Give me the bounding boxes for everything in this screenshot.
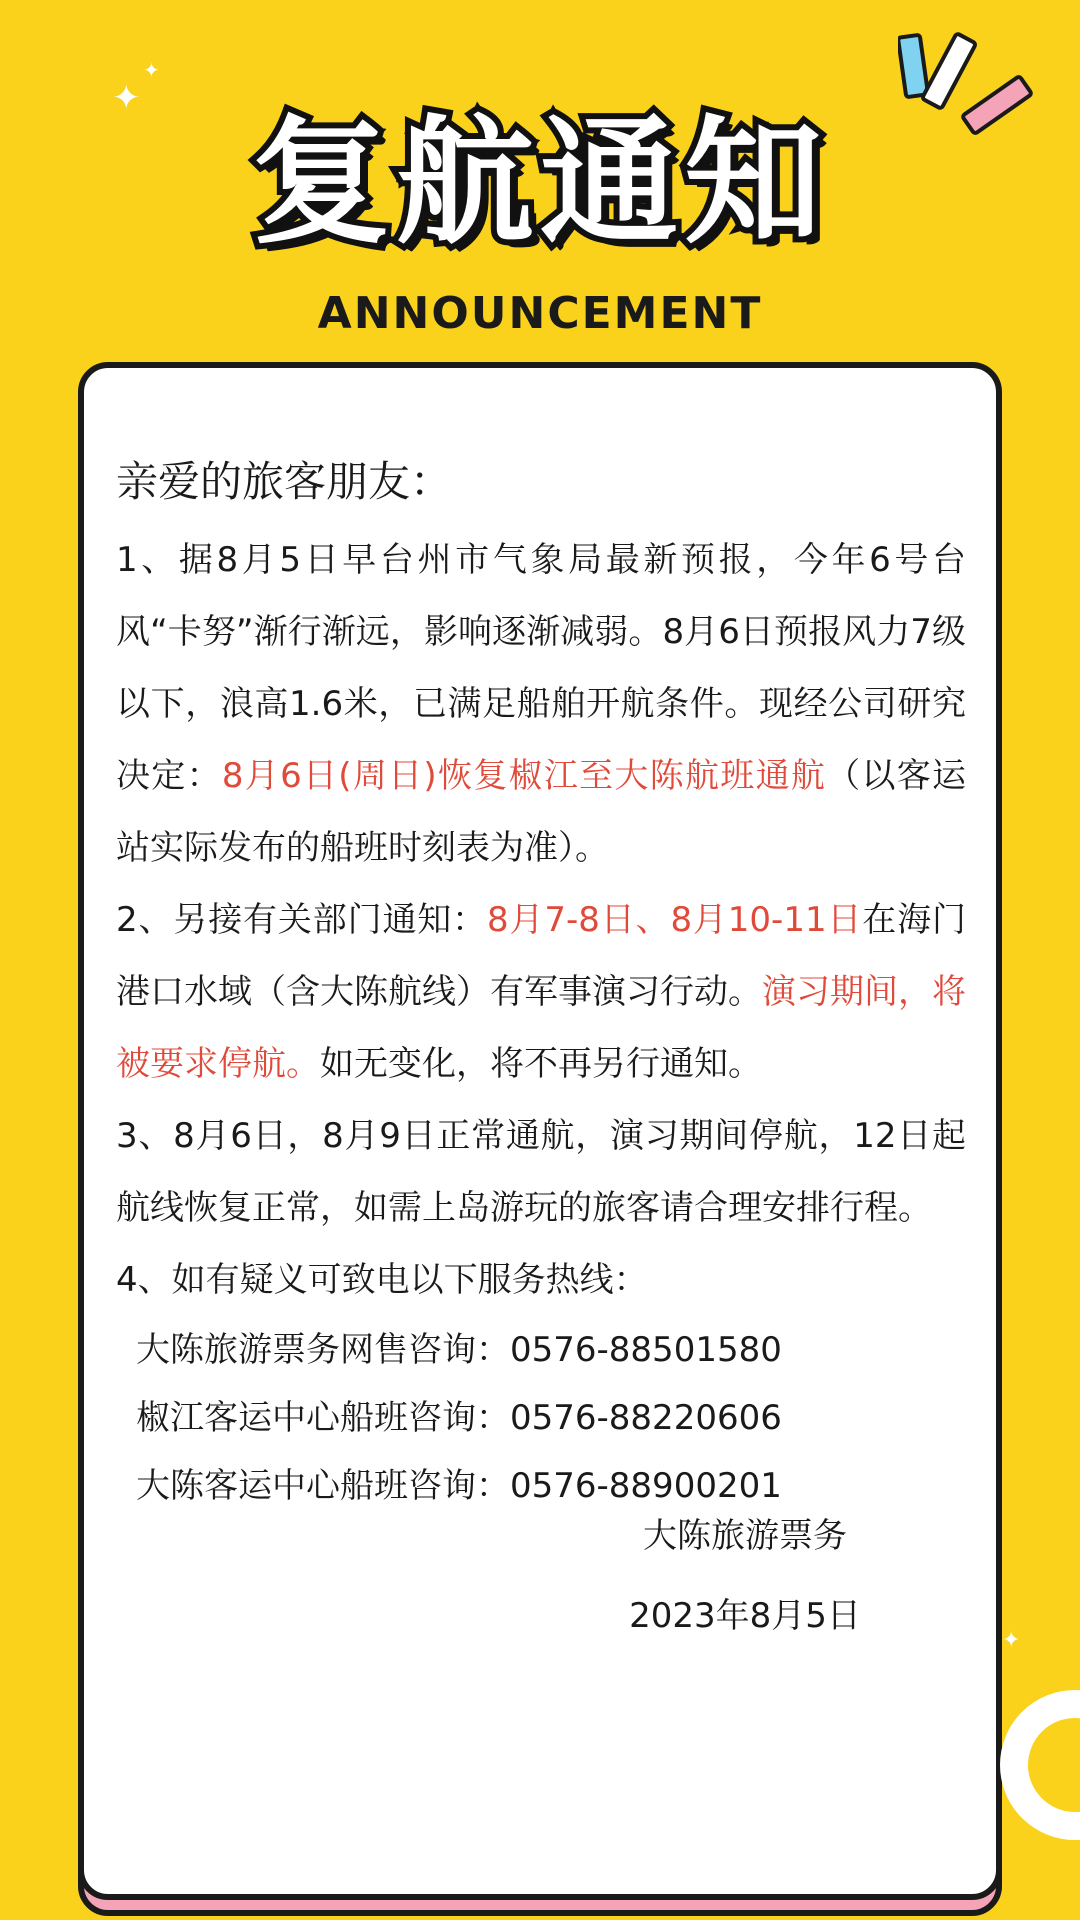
paragraph-2-text: 2、另接有关部门通知： bbox=[116, 900, 488, 940]
hotline-item: 大陈旅游票务网售咨询：0576-88501580 bbox=[136, 1330, 782, 1370]
page-title: 复航通知 bbox=[251, 102, 828, 263]
paragraph-2-text-mid: 在海门港口水域（含大陈航线）有军事演习行动。 bbox=[116, 900, 967, 1012]
signature bbox=[620, 1496, 870, 1656]
greeting: 亲爱的旅客朋友： bbox=[116, 457, 453, 506]
paragraph-4: 4、如有疑义可致电以下服务热线： bbox=[116, 1260, 648, 1300]
sparkle-icon: ✦ bbox=[143, 58, 160, 82]
paragraph-1-text-end: （以客运站实际发布的船班时刻表为准）。 bbox=[116, 756, 967, 868]
signature-org: 大陈旅游票务 bbox=[643, 1516, 847, 1556]
paragraph-2-text-end: 如无变化，将不再另行通知。 bbox=[320, 1044, 762, 1084]
paragraph-2 bbox=[116, 884, 966, 1100]
circle-decoration bbox=[1000, 1690, 1080, 1840]
paragraph-2-highlight-dates: 8月7-8日、8月10-11日 bbox=[487, 900, 863, 940]
sparkle-icon: ✦ bbox=[112, 78, 141, 118]
paragraph-1-highlight: 8月6日(周日)恢复椒江至大陈航班通航 bbox=[221, 756, 827, 796]
title-container bbox=[0, 100, 1080, 266]
signature-date: 2023年8月5日 bbox=[629, 1596, 861, 1636]
page-subtitle: ANNOUNCEMENT bbox=[317, 288, 763, 339]
hotline-item: 大陈客运中心船班咨询：0576-88900201 bbox=[136, 1466, 782, 1506]
paragraph-3: 3、8月6日，8月9日正常通航，演习期间停航，12日起航线恢复正常，如需上岛游玩的旅客请合理安排行程。 bbox=[116, 1116, 966, 1228]
hotline-item: 椒江客运中心船班咨询：0576-88220606 bbox=[136, 1398, 782, 1438]
notice-content bbox=[116, 440, 966, 1520]
paragraph-1-text: 1、据8月5日早台州市气象局最新预报，今年6号台风“卡努”渐行渐远，影响逐渐减弱。8月6日预报风力7级以下，浪高1.6米，已满足船舶开航条件。现经公司研究决定： bbox=[116, 540, 966, 796]
sparkle-icon: ✦ bbox=[1002, 1628, 1021, 1653]
paragraph-1 bbox=[116, 524, 966, 884]
paragraph-2-highlight-warning: 演习期间，将被要求停航。 bbox=[116, 972, 966, 1084]
